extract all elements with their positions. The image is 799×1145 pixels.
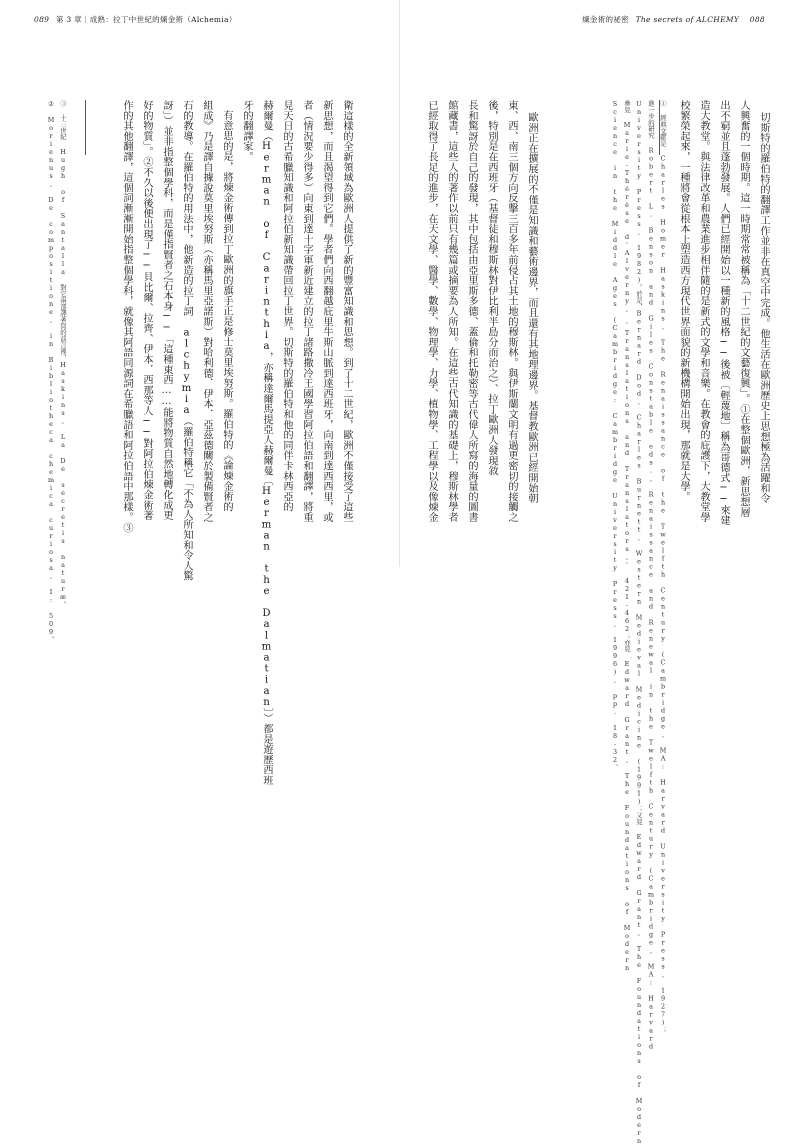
footnote-rule (85, 100, 86, 155)
body-column: 人興奮的一個時期。這一時期常常被稱為「十二世紀的文藝復興」。①在整個歐洲，新思想層 (738, 100, 749, 518)
body-column: 切斯特的羅伯特的翻譯工作並非在真空中完成。他生活在歐洲歷史上思想極為活躍和令 (758, 112, 769, 504)
body-column: 館藏書，這些人的著作以前只有幾篇或摘要為人所知。在這些古代知識的基礎上，穆斯林學者 (446, 100, 457, 523)
body-column: 長和驚訝於自己的發現，其中包括由亞里斯多德、蓋倫和托勒密等古代偉人所寫的海量的圖書 (466, 100, 477, 523)
left-page (0, 0, 399, 786)
body-column: 衛這樣的全新領域為歐洲人提供了新的豐富知識和思想。到了十二世紀，歐洲不僅接受了這些 (341, 100, 352, 523)
left-page-running-title: 第 3 章｜成熟：拉丁中世紀的煉金術（Alchemia） (55, 15, 237, 24)
body-column: 好的物質」。②不久以後便出現了──貝比爾、拉齊、伊本．西那等人──對阿拉伯煉金術著 (141, 100, 152, 521)
body-column: 石的教導。在羅伯特的用法中，他新造的拉丁詞 alchymia（羅伯特稱它「不為人所知和令人驚 (181, 100, 192, 581)
left-page-header (30, 14, 237, 25)
body-column: 有意思的是，將煉金術傳到拉丁歐洲的旗手正是修士莫里埃努斯。羅伯特的《論煉金術的 (221, 110, 232, 512)
right-page (400, 0, 799, 1145)
right-page-number: 088 (749, 15, 765, 24)
body-column: 者（情況要少得多）向東到達十字軍新近建立的拉丁諸路撒冷王國學習阿拉伯語和翻譯，將重 (301, 100, 312, 523)
body-column: 已經取得了長足的進步，在天文學、醫學、數學、物理學、力學、植物學、工程學以及像煉金 (426, 100, 437, 523)
right-page-subtitle: The secrets of ALCHEMY (635, 15, 740, 24)
footnote-1: University Press, 1982)。於是，Bernard Dod, Charles Burnett, Western Medieval Medicine (1991)；又見 Edward Grant, The Foundations of Modern (635, 100, 643, 1145)
right-page-running-title: 煉金術的祕密 (582, 15, 629, 24)
body-column: 組成》乃是譯自據說莫里埃努斯（亦稱馬里亞諾斯）對哈利德．伊本．亞茲德關於製備賢者之 (201, 100, 212, 523)
body-column: 後，特別是在西班牙（基督徒和穆斯林對伊比利半島分而治之）、拉丁歐洲人發現敘 (486, 100, 497, 476)
footnote-3: ③ 十三世紀 Hugh of Santalla 對它兩部譯著寫的前言裡，Haskins, La De secretis naturæ。 (59, 100, 67, 608)
body-column: 歐洲正在擴展的不僅是知識和藝術邊界，而且還有其地理邊界。基督教歐洲已經開始朝 (526, 112, 537, 504)
body-column: 作的其他翻譯，這個詞漸漸開始指整個學科，就像其阿語同源詞在希臘語和阿拉伯語中那樣。③ (121, 100, 132, 533)
footnote-2: ② Morienus, De compositione, in Bibliotheca chemica curiosa, 1: 509。 (47, 100, 55, 643)
body-column: 出不窮並且蓬勃發展。人們已經開始以一種新的風格──後被〔輕蔑地〕稱為哥德式──來建 (718, 100, 729, 526)
body-column: 見天日的古希臘知識和阿拉伯新知識帶回拉丁世界。切斯特的羅伯特和他的同伴卡林西亞的 (281, 100, 292, 512)
body-column: 訝」）並非指整個學科，而是僅指賢者之石本身──「這種東西……能將物質自然地轉化成更 (161, 100, 172, 521)
body-column: 赫爾曼（Herman of Carinthia，亦稱達爾馬提亞人赫爾曼〔Herman the Dalmatian〕）都是遊歷西班 (261, 100, 272, 786)
left-page-number: 089 (34, 15, 50, 24)
footnote-1: ① 經典文獻是 Charles Homer Haskins, The Renaissance of the Twelfth Century (Cambridge, MA: Harvard University Press, 1927)； (659, 100, 667, 1033)
body-column: 東、西、南三個方向反擊三百多年前侵占其土地的穆斯林。與伊斯蘭文明有過更密切的接觸之 (506, 100, 517, 523)
footnote-1: Science in the Middle Ages (Cambridge: Cambridge University Press, 1996), pp. 18-32。 (611, 100, 619, 771)
body-column: 新思想，而且渴望得到它們。學者們向西翻越庇里牛斯山脈到達西班牙，向南到達西西里，或 (321, 100, 332, 523)
body-column: 校繁榮起來，一種將會從根本上塑造西方現代世界面貌的新機構開始出現，那就是大學。 (678, 100, 689, 502)
footnote-1: 參見 Marie-Thérèse d'Alverny, 'Translations and Translators,' 421-462；亦見 Edward Grant, The Foundations of Modern (623, 100, 631, 972)
body-column: 牙的翻譯家。 (241, 100, 252, 162)
right-page-header (582, 14, 769, 25)
footnote-1: 進一步的研究 Robert L. Benson and Giles Constable eds., Renaissance and Renewal in the Twelfth Century (Cambridge, MA: Harvard (647, 100, 655, 1051)
body-column: 造大教堂。與法律改革和農業進步相伴隨的是新式的文學和音樂。在教會的庇護下，大教堂學 (698, 100, 709, 523)
